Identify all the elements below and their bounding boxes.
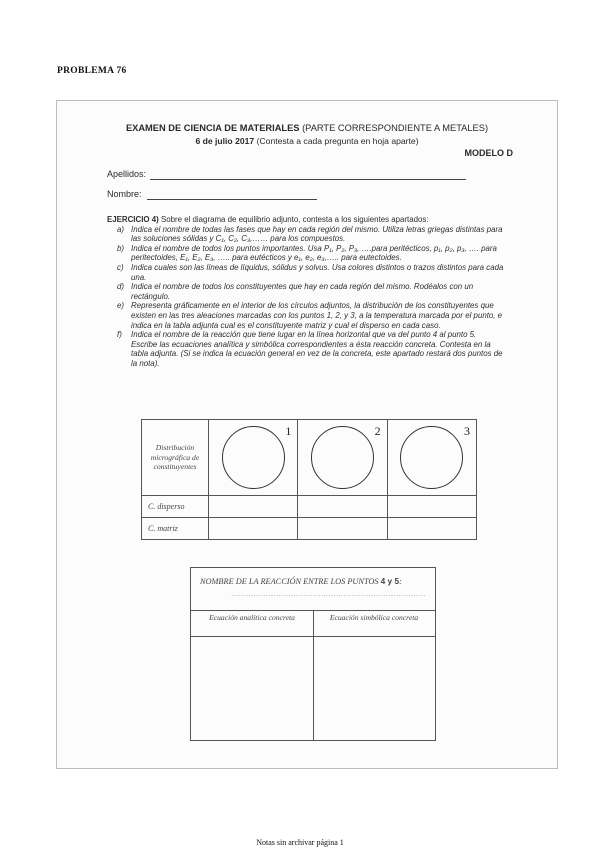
- alloy-3-circle[interactable]: [400, 426, 463, 489]
- exercise-item: [117, 330, 504, 368]
- alloy-1-number: 1: [285, 424, 292, 438]
- alloy-2-circle[interactable]: [311, 426, 374, 489]
- name-line: [147, 199, 317, 200]
- reaction-title: [200, 576, 402, 586]
- footer-note: Notas sin archivar página 1: [256, 838, 344, 847]
- exam-title: [57, 123, 557, 133]
- exercise-number: EJERCICIO 4): [107, 215, 159, 224]
- scanned-exam-page: [56, 100, 558, 769]
- item-text: Indica cuales son las líneas de líquidus, sólidus y solvus. Usa colores distintos o trazos distintos para cada una.: [131, 262, 504, 282]
- exercise-item: [117, 225, 504, 244]
- item-label: c): [117, 262, 124, 272]
- exercise-heading: [107, 215, 504, 225]
- exam-model: MODELO D: [464, 148, 513, 158]
- reaction-title-colon: :: [399, 577, 402, 586]
- item-label: b): [117, 243, 125, 253]
- reaction-title-text: NOMBRE DE LA REACCIÓN ENTRE LOS PUNTOS: [200, 577, 379, 586]
- dispersed-cell-3[interactable]: [387, 496, 476, 518]
- alloy-2-number: 2: [374, 424, 381, 438]
- alloy-3-cell[interactable]: [387, 420, 476, 496]
- symbolic-equation-cell[interactable]: [314, 636, 435, 740]
- item-label: e): [117, 301, 125, 311]
- dispersed-cell-1[interactable]: [209, 496, 298, 518]
- matrix-cell-1[interactable]: [209, 518, 298, 540]
- alloy-1-cell[interactable]: [209, 420, 298, 496]
- exam-date: [57, 136, 557, 146]
- exercise-block: [107, 215, 504, 369]
- matrix-cell-2[interactable]: [298, 518, 387, 540]
- problem-title: PROBLEMA 76: [57, 66, 127, 76]
- reaction-answer-dots: ……………………………………………………………………: [231, 590, 426, 598]
- exam-date-bold: 6 de julio 2017: [195, 136, 255, 146]
- exam-title-rest: (PARTE CORRESPONDIENTE A METALES): [299, 123, 489, 133]
- surname-label: Apellidos:: [107, 169, 147, 179]
- reaction-name-row[interactable]: [191, 568, 435, 611]
- exercise-items: [107, 225, 504, 369]
- microstructure-table: [141, 419, 477, 540]
- exam-title-bold: EXAMEN DE CIENCIA DE MATERIALES: [125, 123, 300, 133]
- item-label: f): [117, 330, 122, 340]
- symbolic-equation-header: Ecuación simbólica concreta: [329, 613, 419, 622]
- matrix-cell-3[interactable]: [387, 518, 476, 540]
- dispersed-cell-2[interactable]: [298, 496, 387, 518]
- item-text: Indica el nombre de todas las fases que hay en cada región del mismo. Utiliza letras griegas distintas para las soluciones sólidas y C₁, C₂, C₃,…… para los compuestos.: [131, 224, 503, 244]
- analytic-equation-header: Ecuación analítica concreta: [209, 613, 295, 622]
- exam-date-rest: (Contesta a cada pregunta en hoja aparte): [254, 136, 419, 146]
- dispersed-row-label: C. disperso: [142, 496, 209, 518]
- name-label: Nombre:: [107, 189, 142, 199]
- exercise-intro: Sobre el diagrama de equilibrio adjunto, contesta a los siguientes apartados:: [158, 215, 429, 224]
- reaction-title-points: 4 y 5: [380, 576, 400, 586]
- surname-line: [150, 179, 466, 180]
- alloy-3-number: 3: [464, 424, 470, 438]
- exercise-item: [117, 263, 504, 282]
- item-label: d): [117, 282, 125, 292]
- analytic-equation-cell[interactable]: [191, 636, 313, 740]
- alloy-1-circle[interactable]: [222, 426, 285, 489]
- item-text: Indica el nombre de todos los constituyentes que hay en cada región del mismo. Rodéalos con un rectángulo.: [131, 282, 474, 301]
- item-text: Indica el nombre de la reacción que tiene lugar en la línea horizontal que va del punto 4 al punto 5. Escribe las ecuaciones analítica y simbólica correspondientes a ésta reacción concreta. Contesta en la tabla adjunta. (Si se indica la ecuación general en vez de la concreta, este apartado restará dos puntos de la nota).: [131, 330, 503, 368]
- item-text: Indica el nombre de todos los puntos importantes. Usa P₁, P₂, P₃, ….para peritécticos, p₁, p₂, p₃, …. para peritectoides, E₁, E₂, E₃, ….. para eutécticos y e₁, e₂, e₃,….. para eutectoides.: [131, 243, 497, 263]
- distribution-caption: Distribución micrográfica de constituyentes: [142, 420, 209, 496]
- exercise-item: [117, 301, 504, 330]
- reaction-table: [190, 567, 436, 741]
- matrix-row-label: C. matriz: [142, 518, 209, 540]
- item-text: Representa gráficamente en el interior de los círculos adjuntos, la distribución de los constituyentes que existen en las tres aleaciones marcadas con los puntos 1, 2, y 3, a la temperatura marcada por el punto, e indica en la tabla adjunta cual es el constituyente matriz y cual el disperso en cada caso.: [131, 301, 503, 330]
- exercise-item: [117, 244, 504, 263]
- item-label: a): [117, 224, 125, 234]
- exercise-item: [117, 282, 504, 301]
- alloy-2-cell[interactable]: [298, 420, 387, 496]
